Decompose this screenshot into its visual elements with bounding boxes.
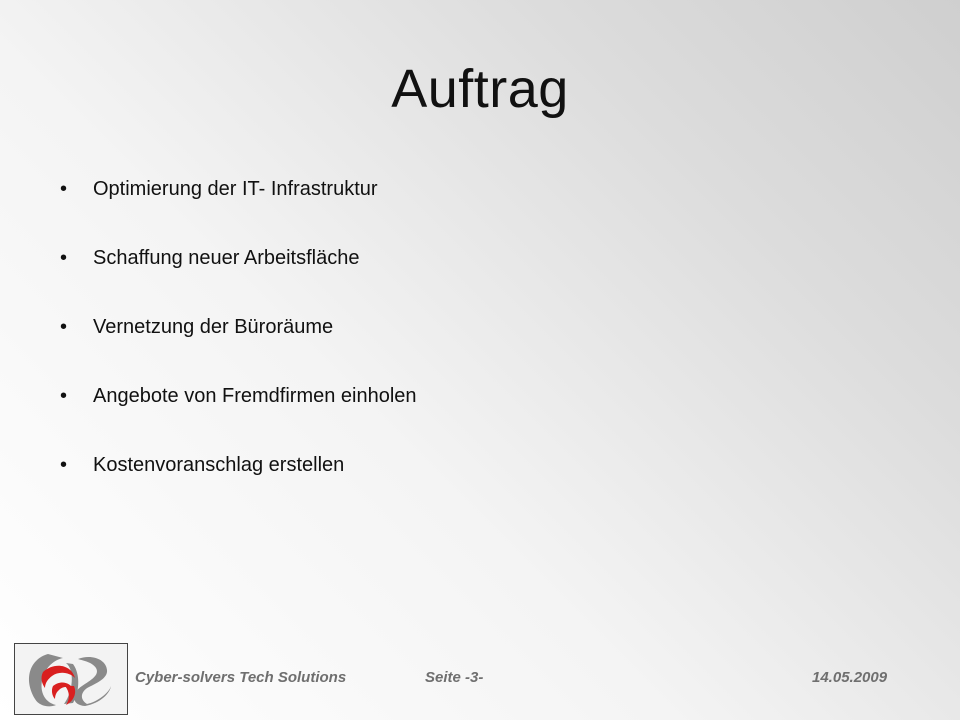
slide-title: Auftrag bbox=[391, 59, 569, 119]
footer-page-number: Seite -3- bbox=[425, 669, 484, 686]
bullet-item bbox=[60, 446, 417, 484]
bullet-text: Vernetzung der Büroräume bbox=[93, 315, 334, 338]
company-logo bbox=[14, 643, 128, 715]
cyber-solvers-logo-icon bbox=[15, 644, 127, 714]
bullet-text: Schaffung neuer Arbeitsfläche bbox=[93, 246, 360, 269]
bullet-item bbox=[60, 308, 417, 346]
bullet-item bbox=[60, 170, 417, 208]
bullet-text: Angebote von Fremdfirmen einholen bbox=[93, 384, 417, 407]
bullet-text: Kostenvoranschlag erstellen bbox=[93, 453, 345, 476]
bullet-icon: • bbox=[60, 453, 68, 476]
footer-date: 14.05.2009 bbox=[812, 669, 888, 686]
bullet-list bbox=[60, 170, 417, 515]
bullet-icon: • bbox=[60, 384, 68, 407]
bullet-text: Optimierung der IT- Infrastruktur bbox=[93, 177, 378, 200]
footer-company: Cyber-solvers Tech Solutions bbox=[135, 669, 347, 686]
bullet-icon: • bbox=[60, 246, 68, 269]
bullet-icon: • bbox=[60, 177, 68, 200]
bullet-item bbox=[60, 239, 417, 277]
bullet-item bbox=[60, 377, 417, 415]
bullet-icon: • bbox=[60, 315, 68, 338]
